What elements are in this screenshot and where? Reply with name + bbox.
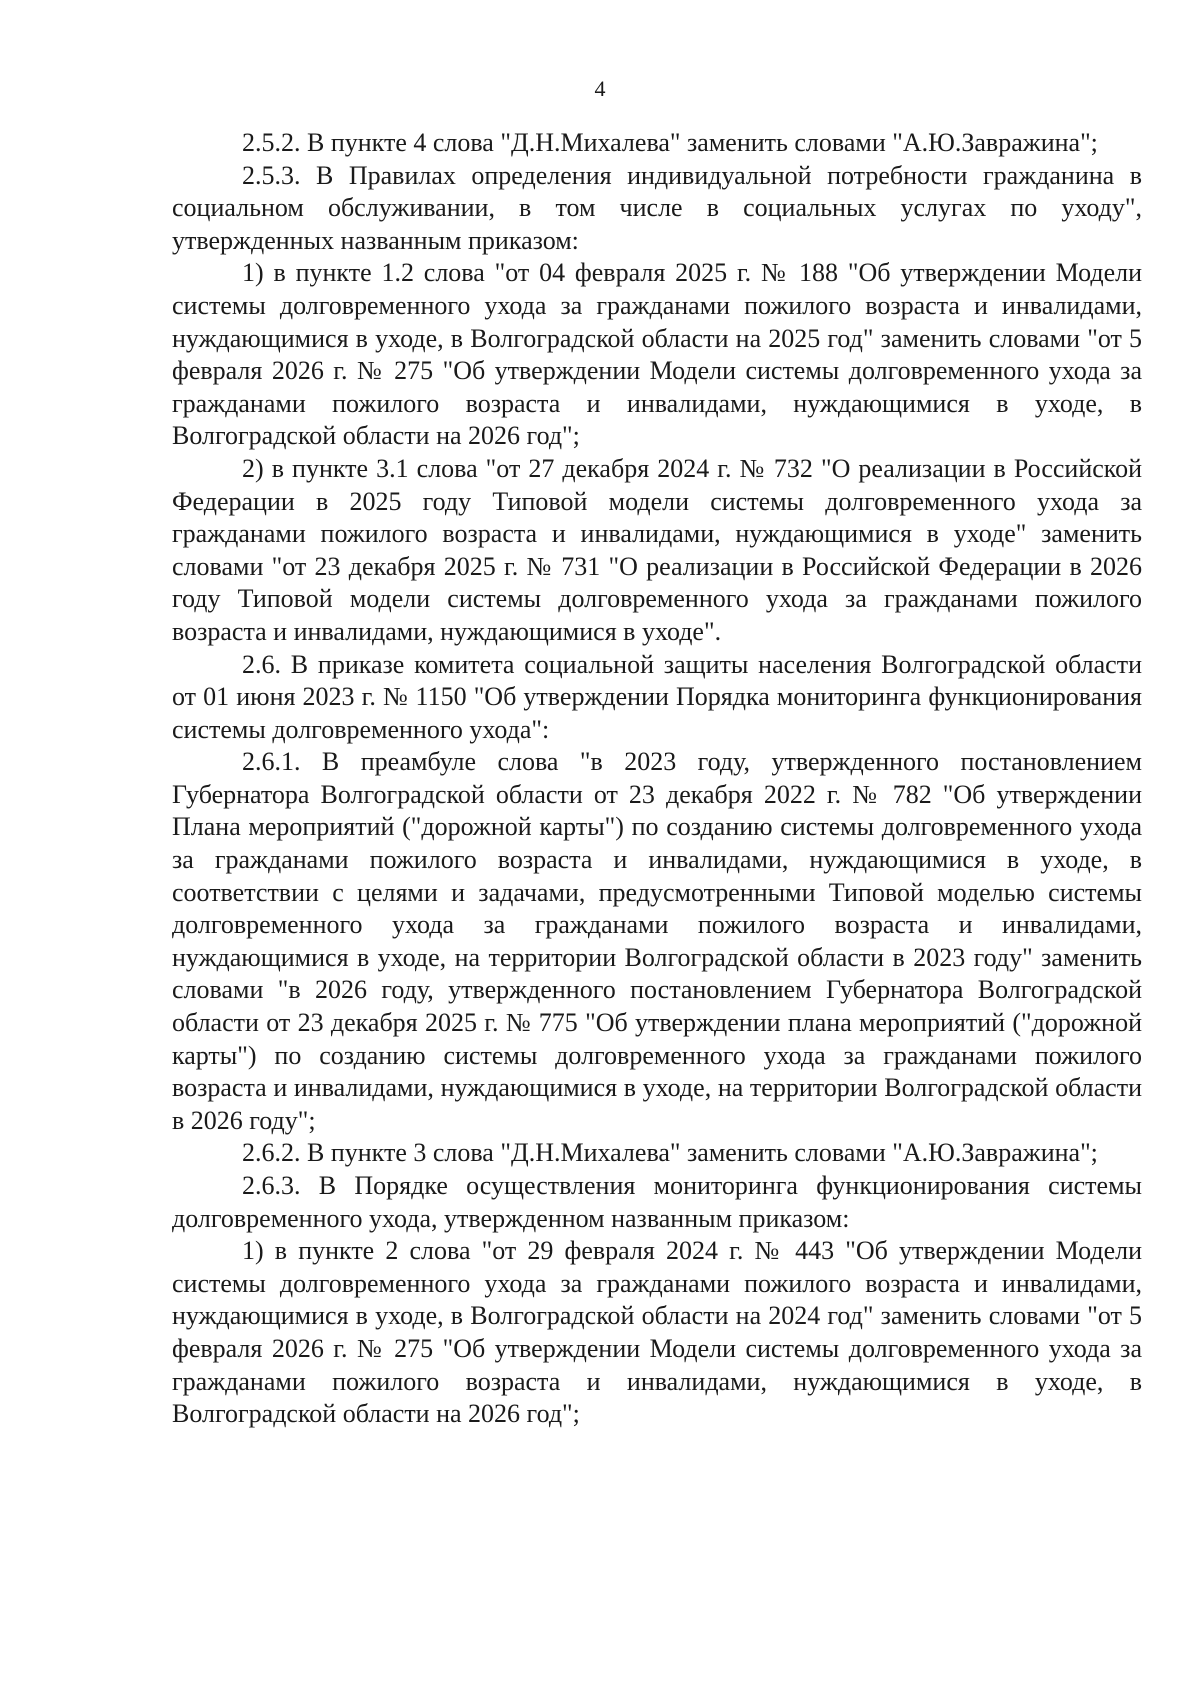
paragraph-2-6-1: 2.6.1. В преамбуле слова "в 2023 году, утвержденного постановлением Губернатора Волгоградской области от 23 декабря 2022 г. № 782 "Об утверждении Плана мероприятий ("дорожной карты") по созданию системы долговременного ухода за гражданами пожилого возраста и инвалидами, нуждающимися в уходе, в соответствии с целями и задачами, предусмотренными Типовой моделью системы долговременного ухода за гражданами пожилого возраста и инвалидами, нуждающимися в уходе, на территории Волгоградской области в 2023 году" заменить словами "в 2026 году, утвержденного постановлением Губернатора Волгоградской области от 23 декабря 2025 г. № 775 "Об утверждении плана мероприятий ("дорожной карты") по созданию системы долговременного ухода за гражданами пожилого возраста и инвалидами, нуждающимися в уходе, на территории Волгоградской области в 2026 году";: [172, 747, 1142, 1135]
document-body: [172, 127, 1142, 1431]
paragraph-2-6-3-item-1: 1) в пункте 2 слова "от 29 февраля 2024 г. № 443 "Об утверждении Модели системы долговременного ухода за гражданами пожилого возраста и инвалидами, нуждающимися в уходе, в Волгоградской области на 2024 год" заменить словами "от 5 февраля 2026 г. № 275 "Об утверждении Модели системы долговременного ухода за гражданами пожилого возраста и инвалидами, нуждающимися в уходе, в Волгоградской области на 2026 год";: [172, 1236, 1142, 1429]
paragraph-2-5-3: 2.5.3. В Правилах определения индивидуальной потребности гражданина в социальном обслуживании, в том числе в социальных услугах по уходу", утвержденных названным приказом:: [172, 160, 1142, 255]
paragraph-2-5-2: 2.5.2. В пункте 4 слова "Д.Н.Михалева" заменить словами "А.Ю.Завражина";: [242, 128, 1098, 157]
paragraph-2-6: 2.6. В приказе комитета социальной защиты населения Волгоградской области от 01 июня 2023 г. № 1150 "Об утверждении Порядка мониторинга функционирования системы долговременного ухода":: [172, 649, 1142, 744]
paragraph-2-5-3-item-2: 2) в пункте 3.1 слова "от 27 декабря 2024 г. № 732 "О реализации в Российской Федерации в 2025 году Типовой модели системы долговременного ухода за гражданами пожилого возраста и инвалидами, нуждающимися в уходе" заменить словами "от 23 декабря 2025 г. № 731 "О реализации в Российской Федерации в 2026 году Типовой модели системы долговременного ухода за гражданами пожилого возраста и инвалидами, нуждающимися в уходе".: [172, 453, 1142, 646]
paragraph-2-6-2: 2.6.2. В пункте 3 слова "Д.Н.Михалева" заменить словами "А.Ю.Завражина";: [242, 1138, 1098, 1168]
paragraph-2-5-3-item-1: 1) в пункте 1.2 слова "от 04 февраля 2025 г. № 188 "Об утверждении Модели системы долговременного ухода за гражданами пожилого возраста и инвалидами, нуждающимися в уходе, в Волгоградской области на 2025 год" заменить словами "от 5 февраля 2026 г. № 275 "Об утверждении Модели системы долговременного ухода за гражданами пожилого возраста и инвалидами, нуждающимися в уходе, в Волгоградской области на 2026 год";: [172, 258, 1142, 451]
page-number: 4: [594, 76, 606, 101]
paragraph-2-6-3: 2.6.3. В Порядке осуществления мониторинга функционирования системы долговременного ухода, утвержденном названным приказом:: [172, 1171, 1142, 1233]
